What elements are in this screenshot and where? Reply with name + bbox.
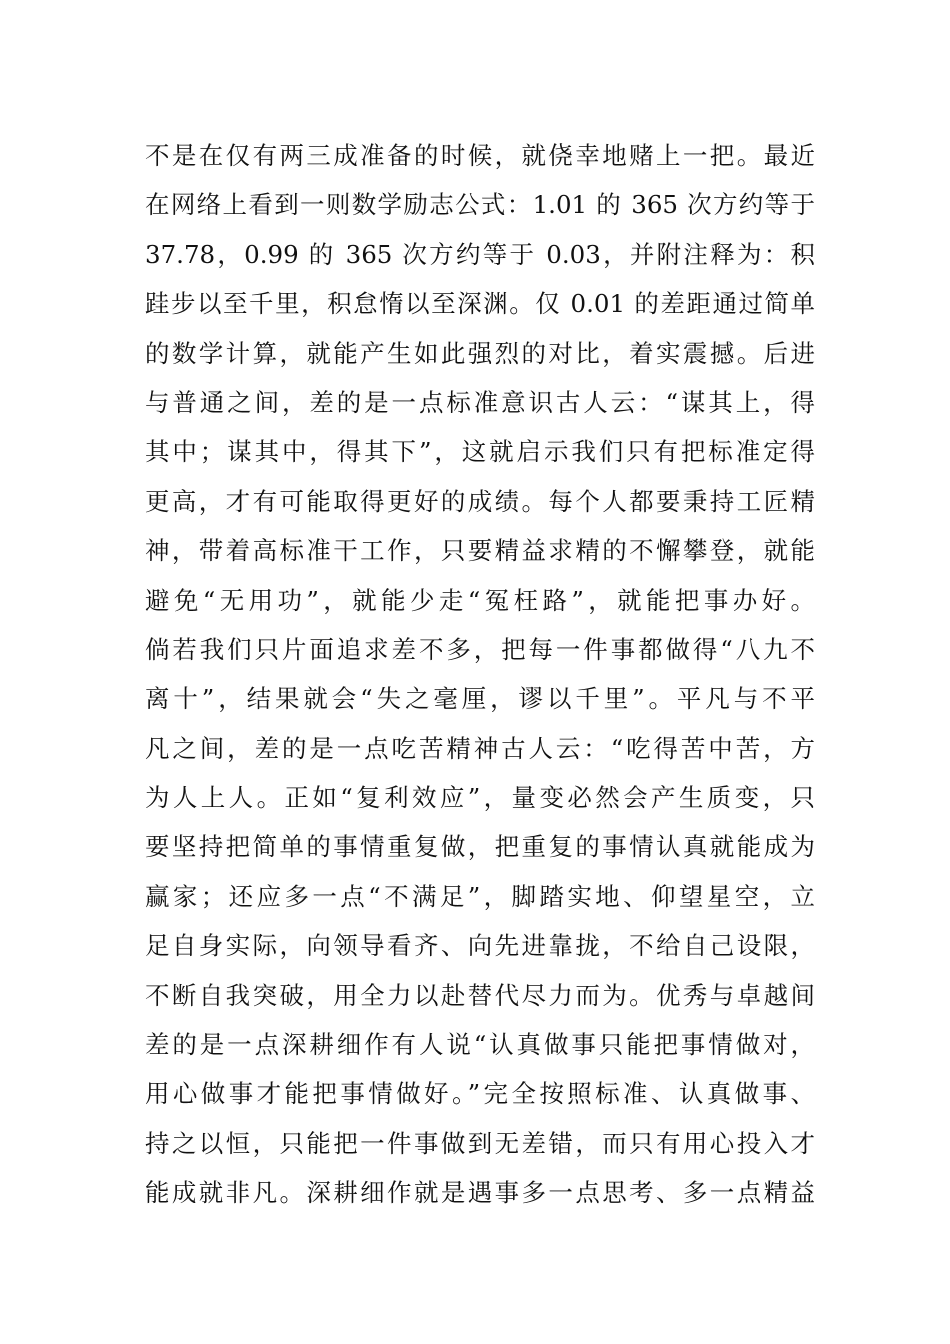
- text-line: 为人上人。正如“复利效应”，量变必然会产生质变，只: [145, 783, 815, 813]
- text-line: 其中；谋其中，得其下”，这就启示我们只有把标准定得: [145, 437, 815, 467]
- text-line: 差的是一点深耕细作有人说“认真做事只能把事情做对，: [145, 1030, 815, 1060]
- text-line: 用心做事才能把事情做好。”完全按照标准、认真做事、: [145, 1079, 815, 1109]
- text-line: 要坚持把简单的事情重复做，把重复的事情认真就能成为: [145, 832, 815, 862]
- text-line: 凡之间，差的是一点吃苦精神古人云：“吃得苦中苦，方: [145, 733, 815, 763]
- body-paragraph: [145, 131, 815, 1218]
- text-line: 的数学计算，就能产生如此强烈的对比，着实震撼。后进: [145, 338, 815, 368]
- text-line: 37.78，0.99 的 365 次方约等于 0.03，并附注释为：积: [145, 239, 815, 269]
- text-line: 倘若我们只片面追求差不多，把每一件事都做得“八九不: [145, 634, 815, 664]
- text-line: 神，带着高标准干工作，只要精益求精的不懈攀登，就能: [145, 536, 815, 566]
- text-line: 跬步以至千里，积怠惰以至深渊。仅 0.01 的差距通过简单: [145, 289, 815, 319]
- text-line: 与普通之间，差的是一点标准意识古人云：“谋其上，得: [145, 387, 815, 417]
- text-line: 更高，才有可能取得更好的成绩。每个人都要秉持工匠精: [145, 486, 815, 516]
- text-line: 足自身实际，向领导看齐、向先进靠拢，不给自己设限，: [145, 931, 815, 961]
- text-line: 持之以恒，只能把一件事做到无差错，而只有用心投入才: [145, 1128, 815, 1158]
- text-line: 在网络上看到一则数学励志公式：1.01 的 365 次方约等于: [145, 190, 815, 220]
- text-line: 避免“无用功”，就能少走“冤枉路”，就能把事办好。: [145, 585, 815, 615]
- text-line: 赢家；还应多一点“不满足”，脚踏实地、仰望星空，立: [145, 881, 815, 911]
- text-line: 离十”，结果就会“失之毫厘，谬以千里”。平凡与不平: [145, 684, 815, 714]
- text-line: 能成就非凡。深耕细作就是遇事多一点思考、多一点精益: [145, 1178, 815, 1208]
- text-line: 不是在仅有两三成准备的时候，就侥幸地赌上一把。最近: [145, 141, 815, 170]
- text-line: 不断自我突破，用全力以赴替代尽力而为。优秀与卓越间: [145, 980, 815, 1010]
